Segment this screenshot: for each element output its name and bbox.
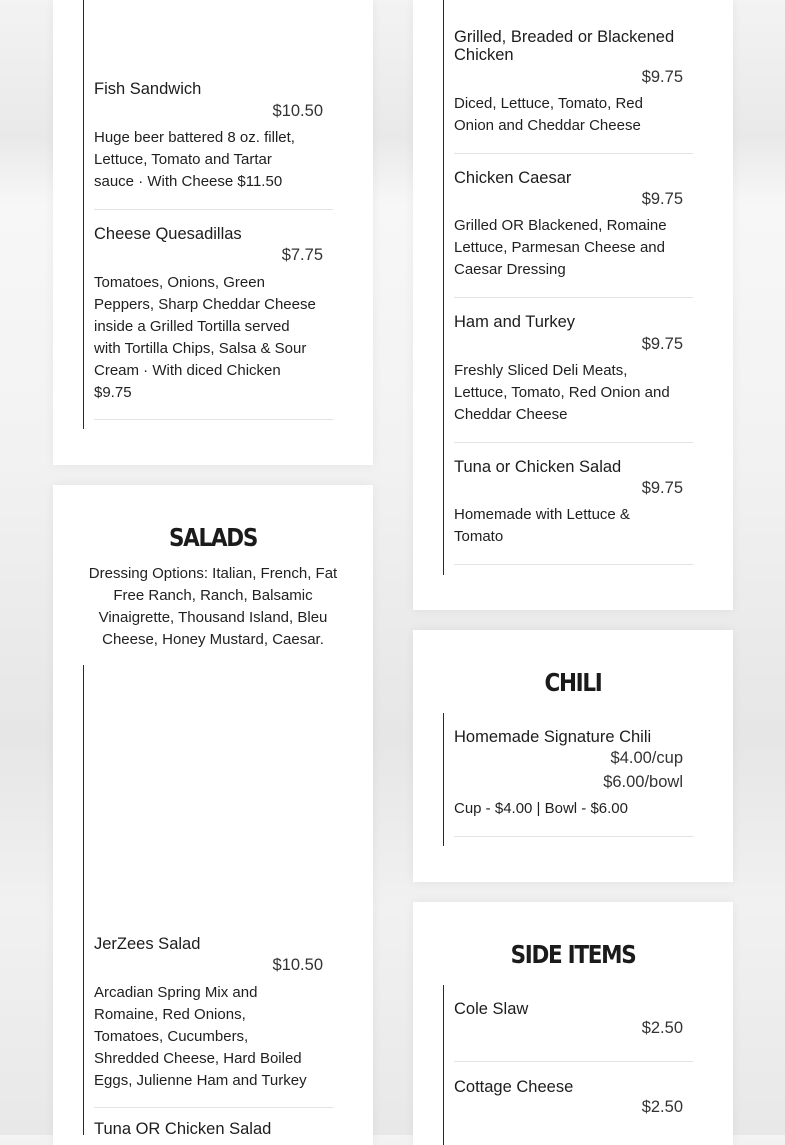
item-divider <box>454 1061 693 1062</box>
item-price: $10.50 <box>272 102 323 120</box>
section-title: CHILI <box>544 668 602 697</box>
menu-item-ham-turkey[interactable] <box>454 313 693 443</box>
item-price-cup: $4.00/cup <box>610 749 683 767</box>
chili-card <box>413 630 733 882</box>
menu-item-chicken-caesar[interactable] <box>454 169 693 299</box>
item-name: Homemade Signature Chili <box>454 728 652 746</box>
item-divider <box>94 419 333 420</box>
menu-accent-line <box>83 0 84 429</box>
item-name: Grilled, Breaded or Blackened Chicken <box>454 28 675 64</box>
menu-item-tuna-chicken-salad[interactable] <box>454 458 693 568</box>
menu-accent-line <box>443 713 444 846</box>
item-name: JerZees Salad <box>94 935 201 953</box>
item-name: Tuna OR Chicken Salad <box>94 1120 272 1138</box>
item-name: Ham and Turkey <box>454 313 576 331</box>
item-price: $2.50 <box>641 1098 683 1116</box>
item-price: $9.75 <box>641 68 683 86</box>
item-description: Freshly Sliced Deli Meats, Lettuce, Tomato, Red Onion and Cheddar Cheese <box>454 362 670 423</box>
item-description: Arcadian Spring Mix and Romaine, Red Onions, Tomatoes, Cucumbers, Shredded Cheese, Hard Boiled Eggs, Julienne Ham and Turkey <box>94 984 307 1089</box>
menu-item-cole-slaw[interactable] <box>454 1000 693 1062</box>
item-divider <box>94 209 333 210</box>
item-name: Fish Sandwich <box>94 80 202 98</box>
menu-item-signature-chili[interactable] <box>454 728 693 838</box>
item-price: $10.50 <box>272 956 323 974</box>
menu-item-jerzees-salad[interactable] <box>94 935 333 1110</box>
item-price: $2.50 <box>641 1019 683 1037</box>
section-title: SIDE ITEMS <box>510 940 636 969</box>
section-title: SALADS <box>168 523 258 552</box>
menu-accent-line <box>83 665 84 1135</box>
item-divider <box>454 564 693 565</box>
menu-item-grilled-chicken[interactable] <box>454 28 693 154</box>
menu-item-tuna-chicken-salad[interactable] <box>94 1120 333 1145</box>
item-name: Cottage Cheese <box>454 1078 574 1096</box>
item-price: $7.75 <box>281 246 323 264</box>
item-divider <box>454 153 693 154</box>
item-divider <box>454 297 693 298</box>
item-description: Grilled OR Blackened, Romaine Lettuce, Parmesan Cheese and Caesar Dressing <box>454 217 667 278</box>
item-name: Chicken Caesar <box>454 169 572 187</box>
item-price-bowl: $6.00/bowl <box>603 773 683 791</box>
salads-card <box>53 485 373 1145</box>
item-name: Cole Slaw <box>454 1000 529 1018</box>
item-price: $9.75 <box>641 335 683 353</box>
menu-accent-line <box>443 985 444 1145</box>
salads-continued-card <box>413 0 733 610</box>
item-name: Cheese Quesadillas <box>94 225 242 243</box>
menu-item-cheese-quesadillas[interactable] <box>94 225 333 420</box>
menu-item-cottage-cheese[interactable] <box>454 1078 693 1138</box>
dressing-options-note: Dressing Options: Italian, French, Fat Free Ranch, Ranch, Balsamic Vinaigrette, Thousand Island, Bleu Cheese, Honey Mustard, Caesar. <box>88 565 338 648</box>
menu-item-fish-sandwich[interactable] <box>94 80 333 210</box>
item-description: Tomatoes, Onions, Green Peppers, Sharp Cheddar Cheese inside a Grilled Tortilla served with Tortilla Chips, Salsa & Sour Cream · With diced Chicken $9.75 <box>94 274 316 401</box>
side-items-card <box>413 902 733 1145</box>
sandwiches-card <box>53 0 373 465</box>
item-price: $9.75 <box>641 190 683 208</box>
item-description: Huge beer battered 8 oz. fillet, Lettuce, Tomato and Tartar sauce · With Cheese $11.50 <box>94 129 295 190</box>
item-description: Homemade with Lettuce & Tomato <box>454 506 630 545</box>
menu-accent-line <box>443 0 444 575</box>
item-divider <box>454 442 693 443</box>
item-description: Diced, Lettuce, Tomato, Red Onion and Cheddar Cheese <box>454 95 643 134</box>
item-price: $9.75 <box>641 479 683 497</box>
item-name: Tuna or Chicken Salad <box>454 458 622 476</box>
item-divider <box>94 1107 333 1108</box>
item-description: Cup - $4.00 | Bowl - $6.00 <box>454 800 628 817</box>
item-divider <box>454 836 693 837</box>
